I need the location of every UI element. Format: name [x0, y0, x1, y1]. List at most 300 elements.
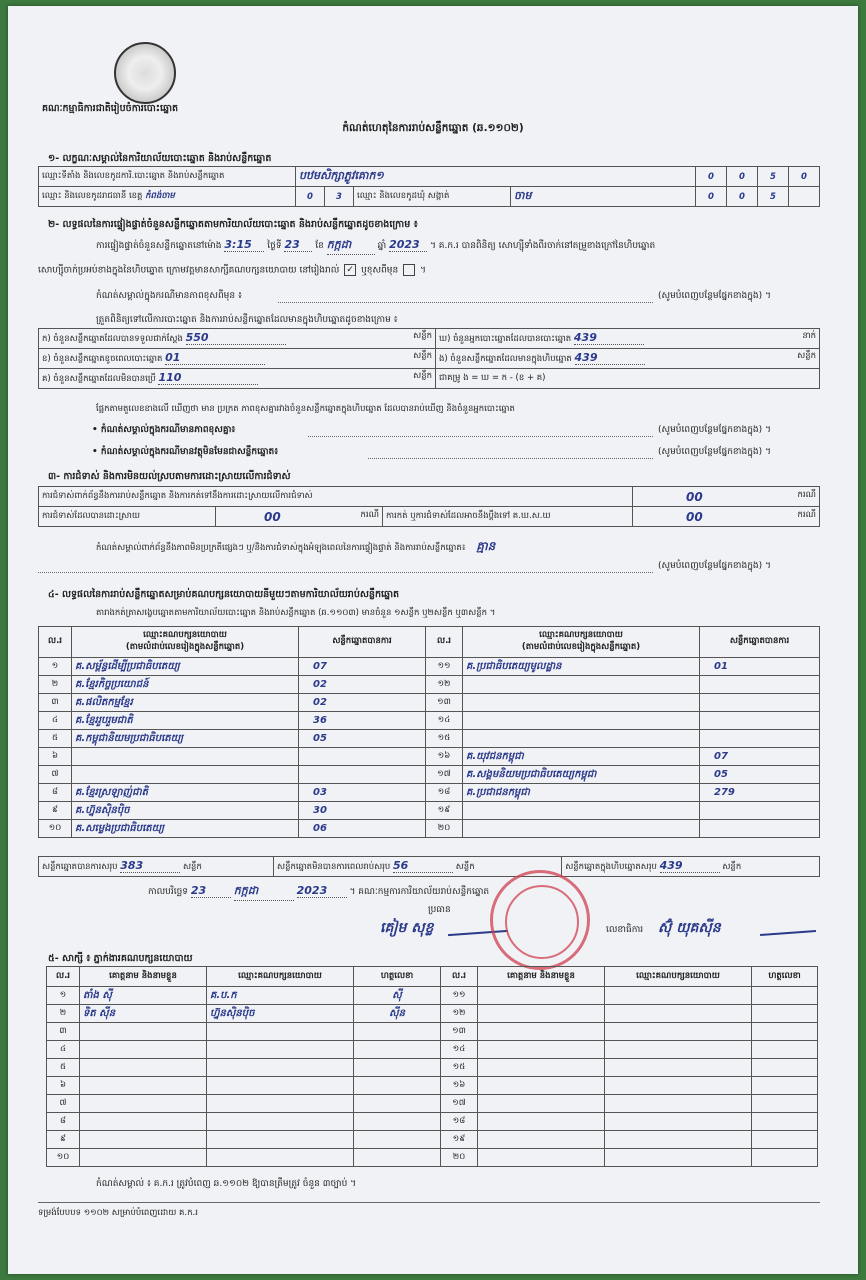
- witness-party: [207, 1131, 354, 1149]
- section2-heading: ២- លទ្ធផលនៃការផ្ទៀងផ្ទាត់ចំនួនសន្លឹកឆ្នោតតាមការិយាល័យបោះឆ្នោត និងរាប់សន្លឹកឆ្នោតដូចខាងក្រោម ៖: [48, 219, 418, 230]
- discrepancy-line: ផ្អែកតាមតួលេខខាងលើ ឃើញថា មាន ប្រក្រត ភាពខុសគ្នារវាងចំនួនសន្លឹកឆ្នោតក្នុងហិបឆ្នោត ដែលបានរាប់ឃើញ និងចំនួនអ្នកបោះឆ្នោត: [96, 404, 515, 414]
- row-no: ១៤: [426, 712, 463, 730]
- row-no: ៣: [39, 694, 72, 712]
- col-party-sub: (តាមលំដាប់លេខរៀងក្នុងសន្លឹកឆ្នោត): [521, 642, 641, 652]
- party-votes: [700, 820, 820, 838]
- witness-name: [80, 1059, 207, 1077]
- secretary-label: លេខាធិការ: [606, 925, 644, 935]
- witness-name: [478, 987, 605, 1005]
- code-digit: 0: [696, 167, 727, 187]
- party-votes: 05: [299, 730, 426, 748]
- spoiled-ballots-value: 01: [165, 351, 265, 365]
- witness-signature: [752, 1023, 818, 1041]
- row-c: [39, 369, 436, 389]
- dotted-line: [368, 458, 653, 459]
- stamp-inner: [505, 885, 579, 959]
- party-results-header: [39, 627, 820, 658]
- witness-name: [80, 1113, 207, 1131]
- witness-party: [605, 1023, 752, 1041]
- party-name: [463, 712, 700, 730]
- different-label: ឬខុសពីមុន: [361, 265, 399, 276]
- col-party: ឈ្មោះគណបក្សនយោបាយ: [605, 967, 752, 987]
- row-no: ២: [39, 676, 72, 694]
- valid-value: 383: [120, 859, 180, 873]
- province-code-digit: 0: [296, 187, 325, 207]
- witness-party: [605, 1149, 752, 1167]
- row-no: ១៥: [441, 1059, 478, 1077]
- party-votes: 279: [700, 784, 820, 802]
- witness-name: [478, 1113, 605, 1131]
- party-name: គ.សម្លេងប្រជាធិបតេយ្យ: [72, 820, 299, 838]
- row-e: [436, 349, 820, 369]
- row-no: ៥: [47, 1059, 80, 1077]
- table-row: [39, 802, 820, 820]
- code-digit: 0: [727, 167, 758, 187]
- table-row: [39, 766, 820, 784]
- date-label: កាលបរិច្ឆេទ: [148, 887, 188, 897]
- party-votes: 01: [700, 658, 820, 676]
- row-no: ៦: [39, 748, 72, 766]
- row-no: ១៩: [441, 1131, 478, 1149]
- commune-code-digit: 0: [696, 187, 727, 207]
- party-votes: [700, 712, 820, 730]
- party-name: [463, 676, 700, 694]
- commune-code-digit: 0: [727, 187, 758, 207]
- witness-name: [478, 1095, 605, 1113]
- formula: ជាគម្រូ ង = ឃ = ក - (ខ + គ): [436, 369, 820, 389]
- totals-table: [38, 856, 820, 877]
- witness-party: [207, 1077, 354, 1095]
- row-no: ១២: [426, 676, 463, 694]
- row-no: ៣: [47, 1023, 80, 1041]
- invalid-value: 56: [393, 859, 453, 873]
- table-row: [47, 1113, 818, 1131]
- witness-party: [207, 1041, 354, 1059]
- col-no: ល.រ: [426, 627, 463, 658]
- valid-total: [39, 857, 274, 877]
- form-footer: ទម្រង់បែបបទ ១១០២ សម្រាប់បំពេញដោយ គ.ក.រ: [38, 1208, 198, 1218]
- note1-label: កំណត់សម្គាល់ក្នុងករណីមានភាពខុសពីមុន ៖: [96, 291, 242, 301]
- table-row: [47, 1023, 818, 1041]
- verification-line: [96, 238, 655, 255]
- received-ballots-label: ក) ចំនួនសន្លឹកឆ្នោតដែលបានទទួលជាក់ស្តែង: [42, 334, 183, 344]
- row-no: ១៥: [426, 730, 463, 748]
- party-votes: 05: [700, 766, 820, 784]
- witness-party: [605, 1059, 752, 1077]
- fill-note: (សូមបំពេញបន្ថែមផ្នែកខាងក្នុង) ។: [658, 291, 771, 301]
- row-no: ១: [39, 658, 72, 676]
- witness-signature: [354, 1077, 441, 1095]
- witness-signature: [752, 1131, 818, 1149]
- row-no: ១: [47, 987, 80, 1005]
- party-name: [463, 820, 700, 838]
- unit-label: សន្លឹក: [413, 351, 432, 361]
- unit-label: សន្លឹក: [413, 371, 432, 381]
- witness-party: [605, 1131, 752, 1149]
- col-party-title: ឈ្មោះគណបក្សនយោបាយ: [143, 630, 227, 640]
- chair-signature: គៀម សុខ្ល: [380, 920, 434, 936]
- bullet-note-1: • កំណត់សម្គាល់ក្នុងករណីមានភាពខុសគ្នា៖: [92, 425, 236, 435]
- witness-party: គ.ប.ក: [207, 987, 354, 1005]
- witness-header: [47, 967, 818, 987]
- resolved-label: ការជំទាស់ដែលបានដោះស្រាយ: [39, 507, 216, 527]
- objection-count: [633, 487, 820, 507]
- verification-month: កក្កដា: [327, 238, 375, 255]
- table-row: [47, 1041, 818, 1059]
- col-party: ឈ្មោះគណបក្សនយោបាយ: [207, 967, 354, 987]
- table-row: [39, 712, 820, 730]
- witness-signature: [354, 1113, 441, 1131]
- party-name: [463, 730, 700, 748]
- party-votes: 02: [299, 676, 426, 694]
- table-row: [39, 694, 820, 712]
- witness-party: [605, 1005, 752, 1023]
- witness-party: [605, 1077, 752, 1095]
- objection-table: [38, 486, 820, 527]
- witness-name: [80, 1095, 207, 1113]
- party-votes: [700, 694, 820, 712]
- witness-name: [80, 1023, 207, 1041]
- col-votes: សន្លឹកឆ្នោតបានការ: [700, 627, 820, 658]
- party-name: គ.ផលិតកម្មខ្មែរ: [72, 694, 299, 712]
- province-label: [39, 187, 296, 207]
- section5-heading: ៥- សាក្សី ៖ ភ្នាក់ងារគណបក្សនយោបាយ: [48, 953, 193, 964]
- year-label: ឆ្នាំ: [377, 241, 387, 251]
- row-no: ២០: [426, 820, 463, 838]
- row-d: [436, 329, 820, 349]
- received-ballots-value: 550: [186, 331, 286, 345]
- party-name: គ.កម្ពុជានិយមប្រជាធិបតេយ្យ: [72, 730, 299, 748]
- signature-stroke: [760, 930, 816, 936]
- commune-value: ចាម: [511, 187, 696, 207]
- party-name: គ.ខ្មែរកិច្ចប្រយោជន៍: [72, 676, 299, 694]
- appeal-count: [633, 507, 820, 527]
- row-b: [39, 349, 436, 369]
- witness-party: [207, 1095, 354, 1113]
- ballots-in-box-value: 439: [575, 351, 645, 365]
- col-name: គោត្តនាម និងនាមខ្លួន: [80, 967, 207, 987]
- witness-signature: [752, 1149, 818, 1167]
- witness-signature: [354, 1041, 441, 1059]
- witness-name: [80, 1041, 207, 1059]
- resolved-count: [216, 507, 383, 527]
- box-total-label: សន្លឹកឆ្នោតក្នុងហិបឆ្នោតសរុប: [565, 862, 657, 872]
- col-votes: សន្លឹកឆ្នោតបានការ: [299, 627, 426, 658]
- table-row: [39, 658, 820, 676]
- unit-label: សន្លឹក: [797, 351, 816, 361]
- appeal-label: ការកត់ ឬការជំទាស់ដែលអាចនឹងប្តឹងទៅ គ.ឃ.ស.ឃ: [383, 507, 633, 527]
- date-year: 2023: [297, 884, 347, 898]
- day-label: ថ្ងៃទី: [267, 241, 282, 251]
- unit-label: ករណី: [797, 509, 816, 520]
- row-a: [39, 329, 436, 349]
- table-row: [39, 748, 820, 766]
- inspection-line: ត្រួតពិនិត្យទៅលើការបោះឆ្នោត និងការរាប់សន្លឹកឆ្នោតដែលមានក្នុងហិបឆ្នោតដូចខាងក្រោម ៖: [96, 315, 398, 325]
- voters-voted-value: 439: [574, 331, 644, 345]
- footnote: កំណត់សម្គាល់ ៖ គ.ក.រ ត្រូវបំពេញ ឆ.១១០២ ឱ្យបានត្រឹមត្រូវ ចំនួន ៣ច្បាប់ ។: [96, 1179, 357, 1189]
- section1-table: [38, 166, 820, 207]
- witness-table: [46, 966, 818, 1167]
- ballots-in-box-label: ង) ចំនួនសន្លឹកឆ្នោតដែលមានក្នុងហិបឆ្នោត: [439, 354, 572, 364]
- code-digit: 5: [758, 167, 789, 187]
- witness-signature: ស៊ី: [354, 987, 441, 1005]
- witness-name: [478, 1059, 605, 1077]
- witness-signature: [354, 1095, 441, 1113]
- dotted-line: [278, 302, 653, 303]
- verification-year: 2023: [389, 238, 427, 252]
- party-name: គ.ខ្មែររួបរួមជាតិ: [72, 712, 299, 730]
- col-sign: ហត្ថលេខា: [752, 967, 818, 987]
- polling-station-value: បឋមសិក្សាភ្លូវគោក១: [296, 167, 696, 187]
- code-digit: 0: [789, 167, 820, 187]
- unit-label: សន្លឹក: [455, 862, 475, 872]
- date-month: កក្កដា: [234, 884, 294, 901]
- row-no: ៩: [39, 802, 72, 820]
- objection-value: 00: [686, 489, 703, 504]
- unused-ballots-label: គ) ចំនួនសន្លឹកឆ្នោតដែលមិនបានប្រើ: [42, 374, 156, 384]
- irregularity-value: គ្មាន: [476, 539, 496, 553]
- org-name: គណៈកម្មាធិការជាតិរៀបចំការបោះឆ្នោត: [42, 103, 179, 114]
- date-line: [148, 884, 489, 901]
- col-name: គោត្តនាម និងនាមខ្លួន: [478, 967, 605, 987]
- irregularity-label: កំណត់សម្គាល់ពាក់ព័ន្ធនឹងភាពមិនប្រក្រតីផ្សេងៗ ឬ/និងការជំទាស់ក្នុងអំឡុងពេលនៃការផ្ទៀងផ្ទាត់ និងការរាប់សន្លឹកឆ្នោត៖: [96, 543, 466, 553]
- date-day: 23: [191, 884, 231, 898]
- unit-label: សន្លឹក: [413, 331, 432, 341]
- fill-note: (សូមបំពេញបន្ថែមផ្នែកខាងក្នុង) ។: [658, 561, 771, 571]
- table-row: [47, 1077, 818, 1095]
- row-no: ១២: [441, 1005, 478, 1023]
- table-row: [47, 1149, 818, 1167]
- witness-name: [478, 1005, 605, 1023]
- col-no: ល.រ: [441, 967, 478, 987]
- month-label: ខែ: [315, 241, 324, 251]
- row-no: ៤: [47, 1041, 80, 1059]
- party-votes: 07: [700, 748, 820, 766]
- row-no: ៨: [39, 784, 72, 802]
- seal-text: សោហ្ស៊ីចាក់ប្រអប់ខាងក្នុងនៃហិបឆ្នោត ក្រោមវត្តមានសាក្សីគណបក្សនយោបាយ នៅរៀងរាល់: [38, 265, 340, 276]
- witness-party: [605, 987, 752, 1005]
- irregularity-note: [96, 538, 495, 556]
- verification-time-label: ការផ្ទៀងផ្ទាត់ចំនួនសន្លឹកឆ្នោតនៅម៉ោង: [96, 241, 222, 251]
- row-no: ១៦: [426, 748, 463, 766]
- witness-signature: [752, 1059, 818, 1077]
- witness-party: [207, 1113, 354, 1131]
- table-row: [47, 1095, 818, 1113]
- col-party-sub: (តាមលំដាប់លេខរៀងក្នុងសន្លឹកឆ្នោត): [125, 642, 245, 652]
- row-no: ៩: [47, 1131, 80, 1149]
- witness-party: ហ្វ៊ុនស៊ិនប៉ិច: [207, 1005, 354, 1023]
- commune-code-digit: 5: [758, 187, 789, 207]
- row-no: ១០: [39, 820, 72, 838]
- party-votes: 06: [299, 820, 426, 838]
- unit-label: សន្លឹក: [722, 862, 742, 872]
- witness-name: [80, 1149, 207, 1167]
- witness-name: [80, 1131, 207, 1149]
- row-no: ១៨: [426, 784, 463, 802]
- witness-signature: [752, 1005, 818, 1023]
- row-no: ៨: [47, 1113, 80, 1131]
- witness-signature: [354, 1131, 441, 1149]
- row-no: ៥: [39, 730, 72, 748]
- col-no: ល.រ: [39, 627, 72, 658]
- ballot-count-table: [38, 328, 820, 389]
- unit-label: ករណី: [360, 509, 379, 520]
- section4-heading: ៤- លទ្ធផលនៃការរាប់សន្លឹកឆ្នោតសម្រាប់គណបក្សនយោបាយនីមួយៗតាមការិយាល័យរាប់សន្លឹកឆ្នោត: [48, 589, 400, 600]
- row-no: ១៩: [426, 802, 463, 820]
- party-name: [72, 748, 299, 766]
- party-votes: 02: [299, 694, 426, 712]
- party-name: គ.សង្គមនិយមប្រជាធិបតេយ្យកម្ពុជា: [463, 766, 700, 784]
- party-votes: 07: [299, 658, 426, 676]
- table-row: [47, 1059, 818, 1077]
- official-stamp: [490, 870, 590, 970]
- party-votes: [700, 676, 820, 694]
- party-votes: 30: [299, 802, 426, 820]
- row-no: ១៣: [426, 694, 463, 712]
- table-row: [39, 784, 820, 802]
- table-row: [39, 676, 820, 694]
- table-row: [39, 730, 820, 748]
- invalid-label: សន្លឹកឆ្នោតមិនបានការពេលរាប់សរុប: [277, 862, 391, 872]
- voters-voted-label: ឃ) ចំនួនអ្នកបោះឆ្នោតដែលបានបោះឆ្នោត: [439, 334, 572, 344]
- party-name: គ.យុវជនកម្ពុជា: [463, 748, 700, 766]
- objection-label: ការជំទាស់ពាក់ព័ន្ធនឹងការរាប់សន្លឹកឆ្នោត និងការកត់ទៅនឹងការដោះស្រាយលើការជំទាស់: [39, 487, 633, 507]
- dotted-line: [308, 436, 653, 437]
- row-no: ៦: [47, 1077, 80, 1095]
- party-results-table: [38, 626, 820, 838]
- province-value: កំពង់ចាម: [145, 190, 175, 201]
- seal-line: សោហ្ស៊ីចាក់ប្រអប់ខាងក្នុងនៃហិបឆ្នោត ក្រោមវត្តមានសាក្សីគណបក្សនយោបាយ នៅរៀងរាល់ ✓ ឬខុសពីមុន ។: [38, 265, 426, 276]
- row-no: ១១: [441, 987, 478, 1005]
- checkbox-checked[interactable]: ✓: [344, 264, 356, 276]
- summary-sheets-line: តារាងកត់ត្រាសង្ខេបឆ្នោតតាមការិយាល័យបោះឆ្នោត និងរាប់សន្លឹកឆ្នោត (ឆ.១១០៣) មានចំនួន ១សន្លឹក ឬ២សន្លឹក ឬ៣សន្លឹក ។: [96, 608, 496, 618]
- col-sign: ហត្ថលេខា: [354, 967, 441, 987]
- chair-label: ប្រធាន: [428, 905, 451, 915]
- witness-signature: [354, 1059, 441, 1077]
- spoiled-ballots-label: ខ) ចំនួនសន្លឹកឆ្នោតខូចពេលបោះឆ្នោត: [42, 354, 163, 364]
- verification-text: ។ គ.ក.រ បានពិនិត្យ សោហ្ស៊ីទាំងពីរចាក់នៅតម្រួខាងក្រៅនៃហិបឆ្នោត: [429, 241, 656, 251]
- witness-signature: [752, 1095, 818, 1113]
- row-no: ១៨: [441, 1113, 478, 1131]
- party-votes: [299, 766, 426, 784]
- row-no: ១៤: [441, 1041, 478, 1059]
- witness-signature: [752, 1077, 818, 1095]
- empty-cell: [789, 187, 820, 207]
- verification-time: 3:15: [224, 238, 264, 252]
- witness-name: [478, 1131, 605, 1149]
- party-name: គ.ខ្មែរស្រឡាញ់ជាតិ: [72, 784, 299, 802]
- party-votes: [700, 802, 820, 820]
- party-name: គ.ហ្វ៊ុនស៊ិនប៉ិច: [72, 802, 299, 820]
- commune-label: ឈ្មោះ និងលេខកូដឃុំ សង្កាត់: [354, 187, 511, 207]
- table-row: [47, 987, 818, 1005]
- witness-party: [207, 1059, 354, 1077]
- verification-day: 23: [284, 238, 312, 252]
- row-no: ១៦: [441, 1077, 478, 1095]
- checkbox[interactable]: [403, 264, 415, 276]
- party-name: គ.ប្រជាធិបតេយ្យមូលដ្ឋាន: [463, 658, 700, 676]
- witness-name: [478, 1149, 605, 1167]
- row-no: ១៧: [426, 766, 463, 784]
- col-no: ល.រ: [47, 967, 80, 987]
- witness-name: [478, 1041, 605, 1059]
- secretary-signature: ស៊ុំ យុគស៊ីន: [658, 920, 721, 936]
- row-no: ៤: [39, 712, 72, 730]
- polling-station-label: ឈ្មោះទីតាំង និងលេខកូដការិ.បោះឆ្នោត និងរាប់សន្លឹកឆ្នោត: [39, 167, 296, 187]
- box-total-value: 439: [660, 859, 720, 873]
- box-total: [562, 857, 820, 877]
- witness-signature: ស៊ីន: [354, 1005, 441, 1023]
- witness-signature: [752, 1041, 818, 1059]
- party-votes: 03: [299, 784, 426, 802]
- col-party: [463, 627, 700, 658]
- unit-label: ករណី: [797, 489, 816, 500]
- fill-note: (សូមបំពេញបន្ថែមផ្នែកខាងក្នុង) ។: [658, 425, 771, 435]
- dotted-line: [38, 572, 653, 573]
- witness-signature: [752, 987, 818, 1005]
- witness-signature: [354, 1149, 441, 1167]
- unit-label: នាក់: [802, 331, 816, 341]
- party-votes: [299, 748, 426, 766]
- party-name: [463, 694, 700, 712]
- party-votes: 36: [299, 712, 426, 730]
- bullet-note-2: • កំណត់សម្គាល់ក្នុងករណីមានវត្ថុមិនមែនជាសន្លឹកឆ្នោត៖: [92, 447, 279, 457]
- witness-party: [605, 1041, 752, 1059]
- witness-signature: [354, 1023, 441, 1041]
- col-party-title: ឈ្មោះគណបក្សនយោបាយ: [539, 630, 623, 640]
- witness-name: តាំង ស៊ី: [80, 987, 207, 1005]
- witness-name: [478, 1077, 605, 1095]
- party-name: [72, 766, 299, 784]
- row-no: ១៧: [441, 1095, 478, 1113]
- form-sheet: [8, 6, 858, 1274]
- row-no: ៧: [47, 1095, 80, 1113]
- fill-note: (សូមបំពេញបន្ថែមផ្នែកខាងក្នុង) ។: [658, 447, 771, 457]
- party-name: [463, 802, 700, 820]
- party-name: គ.ប្រជាជនកម្ពុជា: [463, 784, 700, 802]
- row-no: ១៣: [441, 1023, 478, 1041]
- row-no: ២: [47, 1005, 80, 1023]
- appeal-value: 00: [686, 509, 703, 524]
- witness-party: [605, 1113, 752, 1131]
- unit-label: សន្លឹក: [182, 862, 202, 872]
- date-tail: ។ គណៈកម្មការការិយាល័យរាប់សន្លឹកឆ្នោត: [349, 887, 490, 897]
- party-name: គ.សម្ព័ន្ធដើម្បីប្រជាធិបតេយ្យ: [72, 658, 299, 676]
- emblem-logo: [114, 42, 176, 104]
- province-label-text: ឈ្មោះ និងលេខកូដរាជធានី ខេត្ត: [42, 190, 143, 201]
- witness-signature: [752, 1113, 818, 1131]
- resolved-value: 00: [264, 509, 281, 524]
- row-no: ១១: [426, 658, 463, 676]
- table-row: [47, 1005, 818, 1023]
- witness-name: ទិត ស៊ីន: [80, 1005, 207, 1023]
- witness-party: [207, 1023, 354, 1041]
- footer-rule: [38, 1202, 820, 1203]
- witness-name: [80, 1077, 207, 1095]
- witness-party: [605, 1095, 752, 1113]
- unused-ballots-value: 110: [158, 371, 258, 385]
- row-no: ១០: [47, 1149, 80, 1167]
- witness-party: [207, 1149, 354, 1167]
- table-row: [39, 820, 820, 838]
- province-code-digit: 3: [325, 187, 354, 207]
- form-title: កំណត់ហេតុនៃការរាប់សន្លឹកឆ្នោត (ឆ.១១០២): [342, 122, 524, 134]
- section1-heading: ១- លក្ខណៈសម្គាល់នៃការិយាល័យបោះឆ្នោត និងរាប់សន្លឹកឆ្នោត: [48, 153, 272, 164]
- table-row: [47, 1131, 818, 1149]
- row-no: ២០: [441, 1149, 478, 1167]
- row-no: ៧: [39, 766, 72, 784]
- section3-heading: ៣- ការជំទាស់ និងការមិនយល់ស្របតាមការដោះស្រាយលើការជំទាស់: [48, 471, 291, 482]
